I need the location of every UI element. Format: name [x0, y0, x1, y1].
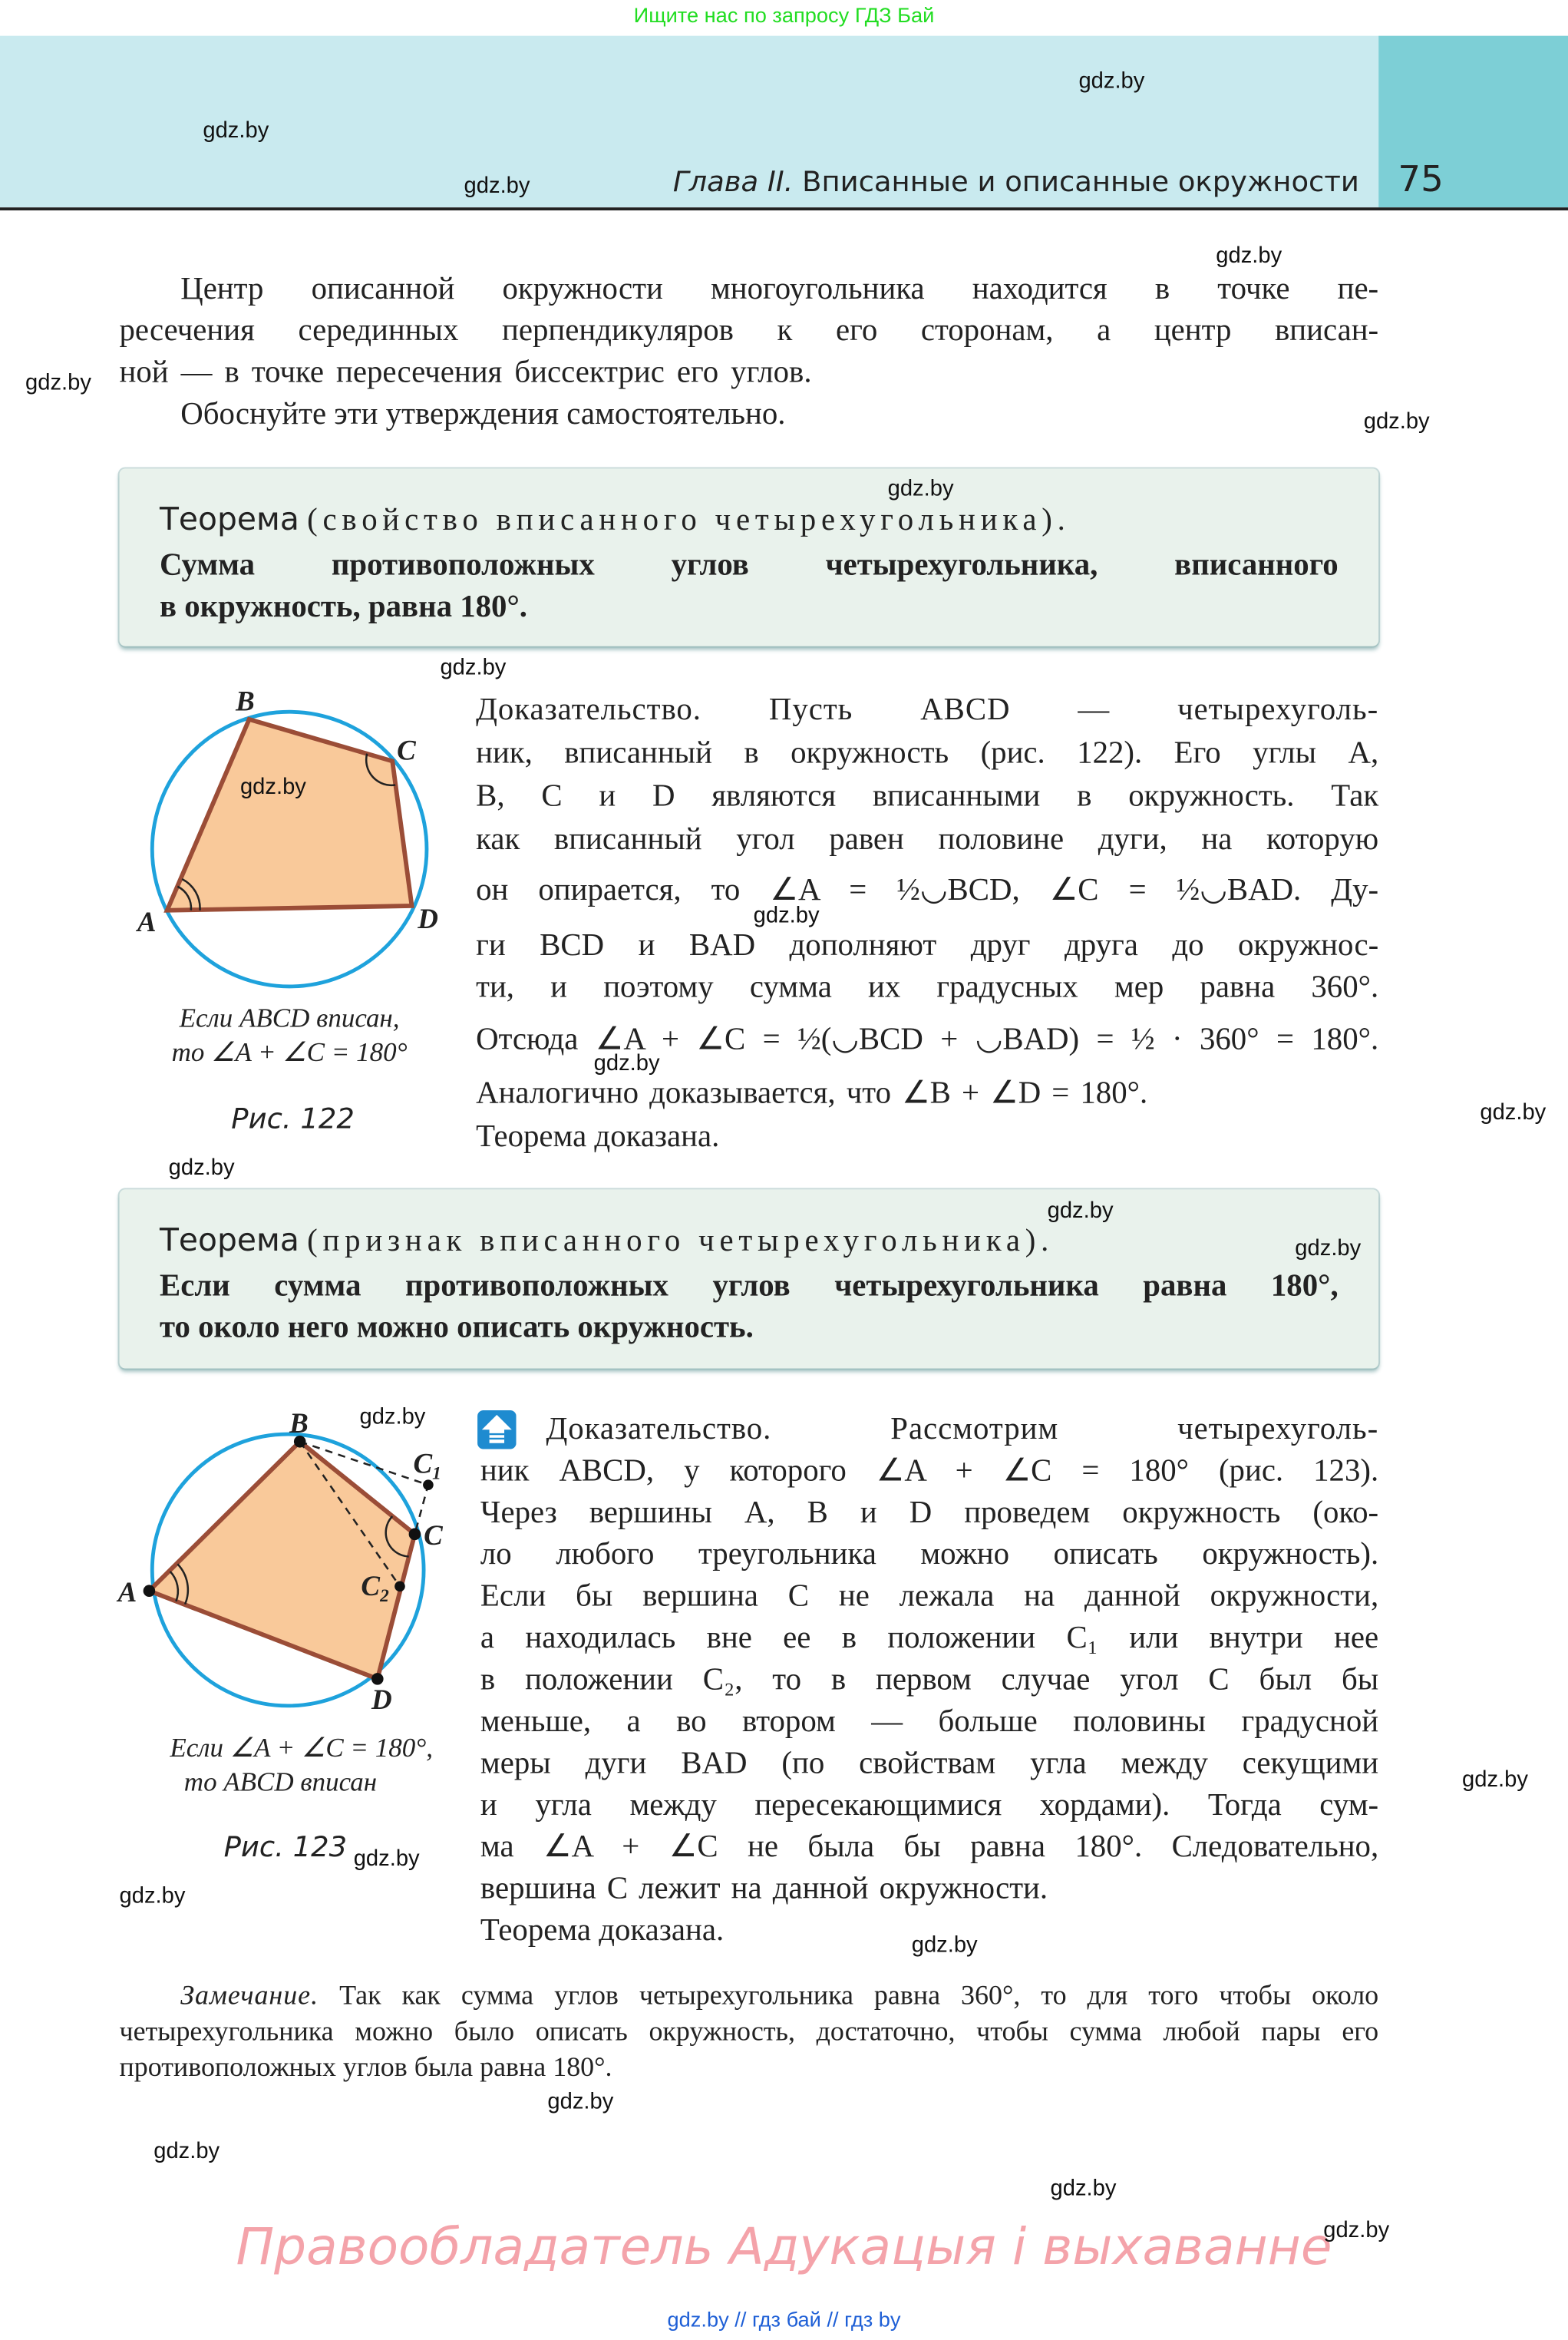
point-label-c2: $C_2$: [361, 1570, 389, 1606]
proof-line: Доказательство. Рассмотрим четырехуголь-: [546, 1410, 1379, 1446]
intro-line: Обоснуйте эти утверждения самостоятельно.: [180, 395, 786, 431]
theorem-heading: [160, 501, 1071, 539]
vertex-label-c: C: [424, 1519, 443, 1551]
intro-line: Центр описанной окружности многоугольника находится в точке пе-: [180, 269, 1379, 306]
proof-line: как вписанный угол равен половине дуги, на которую: [476, 821, 1379, 857]
intro-line: ной — в точке пересечения биссектрис его углов.: [119, 353, 812, 390]
proof-line: B, C и D являются вписанными в окружность. Так: [476, 777, 1379, 814]
proof-line: вершина C лежит на данной окружности.: [480, 1869, 1048, 1906]
watermark: gdz.by: [1078, 68, 1145, 94]
theorem-word: Теорема: [159, 501, 299, 537]
proof-line: Теорема доказана.: [476, 1117, 720, 1154]
figure-number: Рис. 122: [231, 1102, 355, 1136]
watermark: gdz.by: [911, 1932, 978, 1958]
top-promo-note: Ищите нас по запросу ГДЗ Бай: [633, 2, 935, 27]
watermark: gdz.by: [1462, 1767, 1528, 1793]
watermark: gdz.by: [547, 2089, 614, 2115]
proof-line: ма ∠A + ∠C не была бы равна 180°. Следовательно,: [480, 1828, 1379, 1864]
watermark: gdz.by: [1216, 243, 1282, 269]
proof-line: ги BCD и BAD дополняют друг друга до окружнос-: [476, 927, 1379, 963]
watermark: gdz.by: [1363, 408, 1430, 435]
theorem-statement-line: в окружность, равна 180°.: [159, 587, 527, 624]
figure-number: Рис. 123: [223, 1831, 348, 1864]
vertex-label-b: B: [236, 685, 255, 717]
watermark: gdz.by: [1295, 1235, 1362, 1261]
watermark: gdz.by: [1480, 1099, 1547, 1125]
page-number: 75: [1398, 158, 1444, 200]
watermark: gdz.by: [464, 173, 530, 199]
figure-caption-line: то ABCD вписан: [183, 1767, 378, 1797]
watermark: gdz.by: [1047, 1198, 1114, 1224]
watermark: gdz.by: [887, 476, 954, 502]
figure-caption-line: Если ABCD вписан,: [179, 1003, 400, 1033]
remark-paragraph: [120, 1979, 1379, 2087]
theorem-statement-line: Если сумма противоположных углов четырехугольника равна 180°,: [159, 1267, 1339, 1304]
figure-123-diagram: [112, 1403, 470, 1731]
figure-caption-line: Если ∠A + ∠C = 180°,: [170, 1732, 434, 1763]
watermark: gdz.by: [153, 2138, 220, 2164]
vertex-label-d: D: [418, 903, 438, 935]
watermark: gdz.by: [593, 1050, 660, 1076]
theorem-word: Теорема: [159, 1222, 299, 1258]
watermark: gdz.by: [753, 903, 820, 929]
vertex-label-d: D: [371, 1683, 392, 1715]
proof-line: и угла между пересекающимися хордами). Тогда сум-: [480, 1786, 1379, 1823]
remark-label: Замечание.: [180, 1981, 319, 2012]
proof-line: он опирается, то ∠A = ½◡BCD, ∠C = ½◡BAD. Ду-: [476, 871, 1379, 907]
watermark: gdz.by: [1050, 2176, 1117, 2202]
remark-text: Так как сумма углов четырехугольника равна 360°, то для того чтобы около четырехугольника можно было описать окружность, достаточно, чтобы сумма любой пары его противоположных углов была равна 180°.: [119, 1981, 1379, 2084]
copyright-notice: Правообладатель Адукацыя і выхаванне: [236, 2217, 1332, 2278]
proof-line: ник, вписанный в окружность (рис. 122). Его углы A,: [476, 734, 1379, 771]
proof-line: меры дуги BAD (по свойствам угла между секущими: [480, 1744, 1379, 1781]
proof-line: ло любого треугольника можно описать окружность).: [480, 1535, 1379, 1572]
proof-line: Отсюда ∠A + ∠C = ½(◡BCD + ◡BAD) = ½ · 360° = 180°.: [476, 1020, 1379, 1057]
theorem-box-criterion: [120, 1189, 1379, 1368]
proof-line: Доказательство. Пусть ABCD — четырехуголь-: [476, 691, 1379, 727]
vertex-label-a: A: [117, 1575, 137, 1608]
watermark: gdz.by: [440, 655, 507, 681]
figure-122-diagram: [120, 672, 463, 1015]
chapter-name: Вписанные и описанные окружности: [802, 165, 1359, 199]
watermark: gdz.by: [203, 117, 269, 144]
watermark: gdz.by: [353, 1846, 420, 1872]
quadrilateral-abcd: [167, 719, 412, 911]
figure-caption-line: то ∠A + ∠C = 180°: [171, 1037, 408, 1067]
proof-line: ник ABCD, у которого ∠A + ∠C = 180° (рис. 123).: [480, 1452, 1379, 1489]
vertex-label-a: A: [137, 905, 157, 937]
proof-line: меньше, а во втором — больше половины градусной: [480, 1702, 1379, 1739]
watermark: gdz.by: [168, 1155, 235, 1181]
watermark: gdz.by: [359, 1404, 426, 1430]
proof-line: Аналогично доказывается, что ∠B + ∠D = 180°.: [476, 1074, 1148, 1111]
watermark: gdz.by: [1323, 2217, 1390, 2243]
theorem-box-property: [120, 468, 1379, 646]
theorem-heading: [160, 1222, 1054, 1260]
intro-line: ресечения серединных перпендикуляров к его сторонам, а центр вписан-: [119, 312, 1379, 348]
header-rule: [0, 207, 1568, 210]
theorem-name: (признак вписанного четырехугольника).: [307, 1222, 1055, 1258]
proof-line: а находилась вне ее в положении C₁ или внутри нее: [480, 1619, 1379, 1655]
point-label-c1: $C_1$: [413, 1447, 441, 1484]
proof-line: Если бы вершина C не лежала на данной окружности,: [480, 1577, 1379, 1614]
proof-line: ти, и поэтому сумма их градусных мер равна 360°.: [476, 968, 1379, 1005]
advanced-level-icon: [477, 1410, 517, 1449]
proof-line: Теорема доказана.: [480, 1912, 725, 1948]
theorem-name: (свойство вписанного четырехугольника).: [307, 501, 1071, 537]
chapter-title: [673, 166, 1359, 199]
vertex-label-c: C: [397, 734, 416, 766]
watermark: gdz.by: [25, 370, 91, 396]
vertex-label-b: B: [289, 1407, 309, 1439]
chapter-label: Глава II.: [672, 165, 794, 199]
watermark: gdz.by: [119, 1883, 186, 1909]
proof-line: в положении C₂, то в первом случае угол C был бы: [480, 1661, 1379, 1697]
proof-line: Через вершины A, B и D проведем окружность (око-: [480, 1493, 1379, 1530]
theorem-statement-line: то около него можно описать окружность.: [159, 1308, 754, 1345]
theorem-statement-line: Сумма противоположных углов четырехугольника, вписанного: [159, 546, 1339, 583]
watermark: gdz.by: [239, 774, 306, 800]
footer-links[interactable]: gdz.by // гдз бай // гдз by: [667, 2307, 901, 2332]
